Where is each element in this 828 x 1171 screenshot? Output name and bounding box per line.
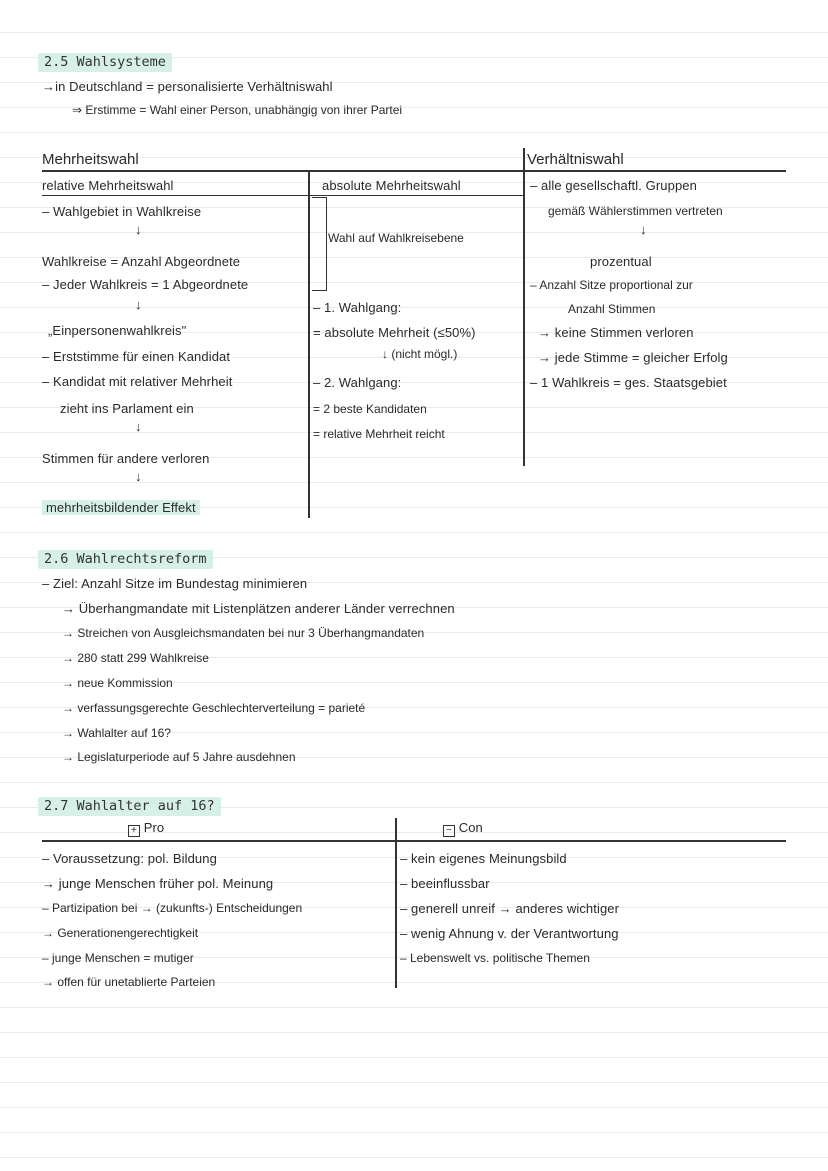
plus-box-icon: + (128, 825, 140, 837)
absolute-line: ↓ (nicht mögl.) (382, 347, 458, 361)
section-heading-2-7 (38, 797, 221, 815)
subheader-rule (42, 195, 523, 196)
line-germany-system: →in Deutschland = personalisierte Verhältniswahl (42, 79, 333, 94)
con-item: – wenig Ahnung v. der Verantwortung (400, 926, 619, 941)
table-divider-right (523, 148, 525, 466)
con-item: – beeinflussbar (400, 876, 490, 891)
relative-line: – Jeder Wahlkreis = 1 Abgeordnete (42, 277, 249, 292)
heading-text: 2.6 Wahlrechtsreform (38, 550, 213, 569)
arrow-down-icon: ↓ (640, 222, 647, 237)
col-verhaeltniswahl-title: Verhältniswahl (527, 151, 624, 168)
verh-line: – 1 Wahlkreis = ges. Staatsgebiet (530, 375, 727, 390)
pro-item: – Partizipation bei → (zukunfts-) Entscheidungen (42, 901, 303, 915)
absolute-line: = absolute Mehrheit (≤50%) (313, 325, 476, 340)
pro-item: → Generationengerechtigkeit (42, 926, 199, 940)
heading-text: 2.5 Wahlsysteme (38, 53, 172, 72)
relative-line: Wahlkreise = Anzahl Abgeordnete (42, 254, 241, 269)
table-top-rule (42, 170, 786, 172)
absolute-line: = relative Mehrheit reicht (313, 427, 445, 441)
reform-line: → Wahlalter auf 16? (62, 726, 171, 740)
absolute-line: Wahl auf Wahlkreisebene (328, 231, 464, 245)
arrow-down-icon: ↓ (135, 297, 142, 312)
absolute-line: – 2. Wahlgang: (313, 375, 402, 390)
reform-line: → Überhangmandate mit Listenplätzen anderer Länder verrechnen (62, 601, 455, 616)
section-heading-2-6 (38, 550, 213, 568)
con-header (443, 820, 483, 836)
reform-line: → neue Kommission (62, 676, 173, 690)
verh-line: prozentual (590, 254, 652, 269)
heading-text: 2.7 Wahlalter auf 16? (38, 797, 221, 816)
pro-item: – Voraussetzung: pol. Bildung (42, 851, 217, 866)
verh-line: → jede Stimme = gleicher Erfolg (538, 350, 728, 365)
reform-line: → Legislaturperiode auf 5 Jahre ausdehnen (62, 750, 296, 764)
relative-line: – Wahlgebiet in Wahlkreise (42, 204, 202, 219)
arrow-down-icon: ↓ (135, 222, 142, 237)
pro-label: Pro (143, 820, 165, 835)
procon-top-rule (42, 840, 786, 842)
con-item: – kein eigenes Meinungsbild (400, 851, 567, 866)
verh-line: Anzahl Stimmen (568, 302, 656, 316)
reform-line: → verfassungsgerechte Geschlechterverteilung = parieté (62, 701, 366, 715)
col-mehrheitswahl-title: Mehrheitswahl (42, 151, 139, 168)
verh-line: → keine Stimmen verloren (538, 325, 694, 340)
table-divider-middle (308, 172, 310, 518)
procon-divider (395, 818, 397, 988)
relative-line: „Einpersonenwahlkreis" (48, 323, 187, 338)
sub-relative: relative Mehrheitswahl (42, 178, 174, 193)
pro-item: → offen für unetablierte Parteien (42, 975, 216, 989)
verh-line: – alle gesellschaftl. Gruppen (530, 178, 697, 193)
section-heading-2-5 (38, 53, 172, 71)
verh-line: gemäß Wählerstimmen vertreten (548, 204, 723, 218)
sub-absolute: absolute Mehrheitswahl (322, 178, 461, 193)
pro-header (128, 820, 164, 836)
relative-line: – Erststimme für einen Kandidat (42, 349, 231, 364)
bracket (312, 197, 327, 291)
con-item: – generell unreif → anderes wichtiger (400, 901, 620, 916)
effect-line (42, 500, 200, 515)
pro-item: – junge Menschen = mutiger (42, 951, 194, 965)
relative-line: Stimmen für andere verloren (42, 451, 210, 466)
effect-text: mehrheitsbildender Effekt (42, 500, 200, 515)
relative-line: zieht ins Parlament ein (60, 401, 194, 416)
absolute-line: = 2 beste Kandidaten (313, 402, 427, 416)
arrow-down-icon: ↓ (135, 469, 142, 484)
reform-line: → Streichen von Ausgleichsmandaten bei nur 3 Überhangmandaten (62, 626, 425, 640)
relative-line: – Kandidat mit relativer Mehrheit (42, 374, 233, 389)
reform-line: – Ziel: Anzahl Sitze im Bundestag minimieren (42, 576, 308, 591)
con-item: – Lebenswelt vs. politische Themen (400, 951, 590, 965)
absolute-line: – 1. Wahlgang: (313, 300, 402, 315)
arrow-down-icon: ↓ (135, 419, 142, 434)
pro-item: → junge Menschen früher pol. Meinung (42, 876, 274, 891)
line-erststimme: ⇒ Erstimme = Wahl einer Person, unabhängig von ihrer Partei (72, 103, 403, 117)
minus-box-icon: − (443, 825, 455, 837)
con-label: Con (458, 820, 483, 835)
reform-line: → 280 statt 299 Wahlkreise (62, 651, 209, 665)
verh-line: – Anzahl Sitze proportional zur (530, 278, 693, 292)
